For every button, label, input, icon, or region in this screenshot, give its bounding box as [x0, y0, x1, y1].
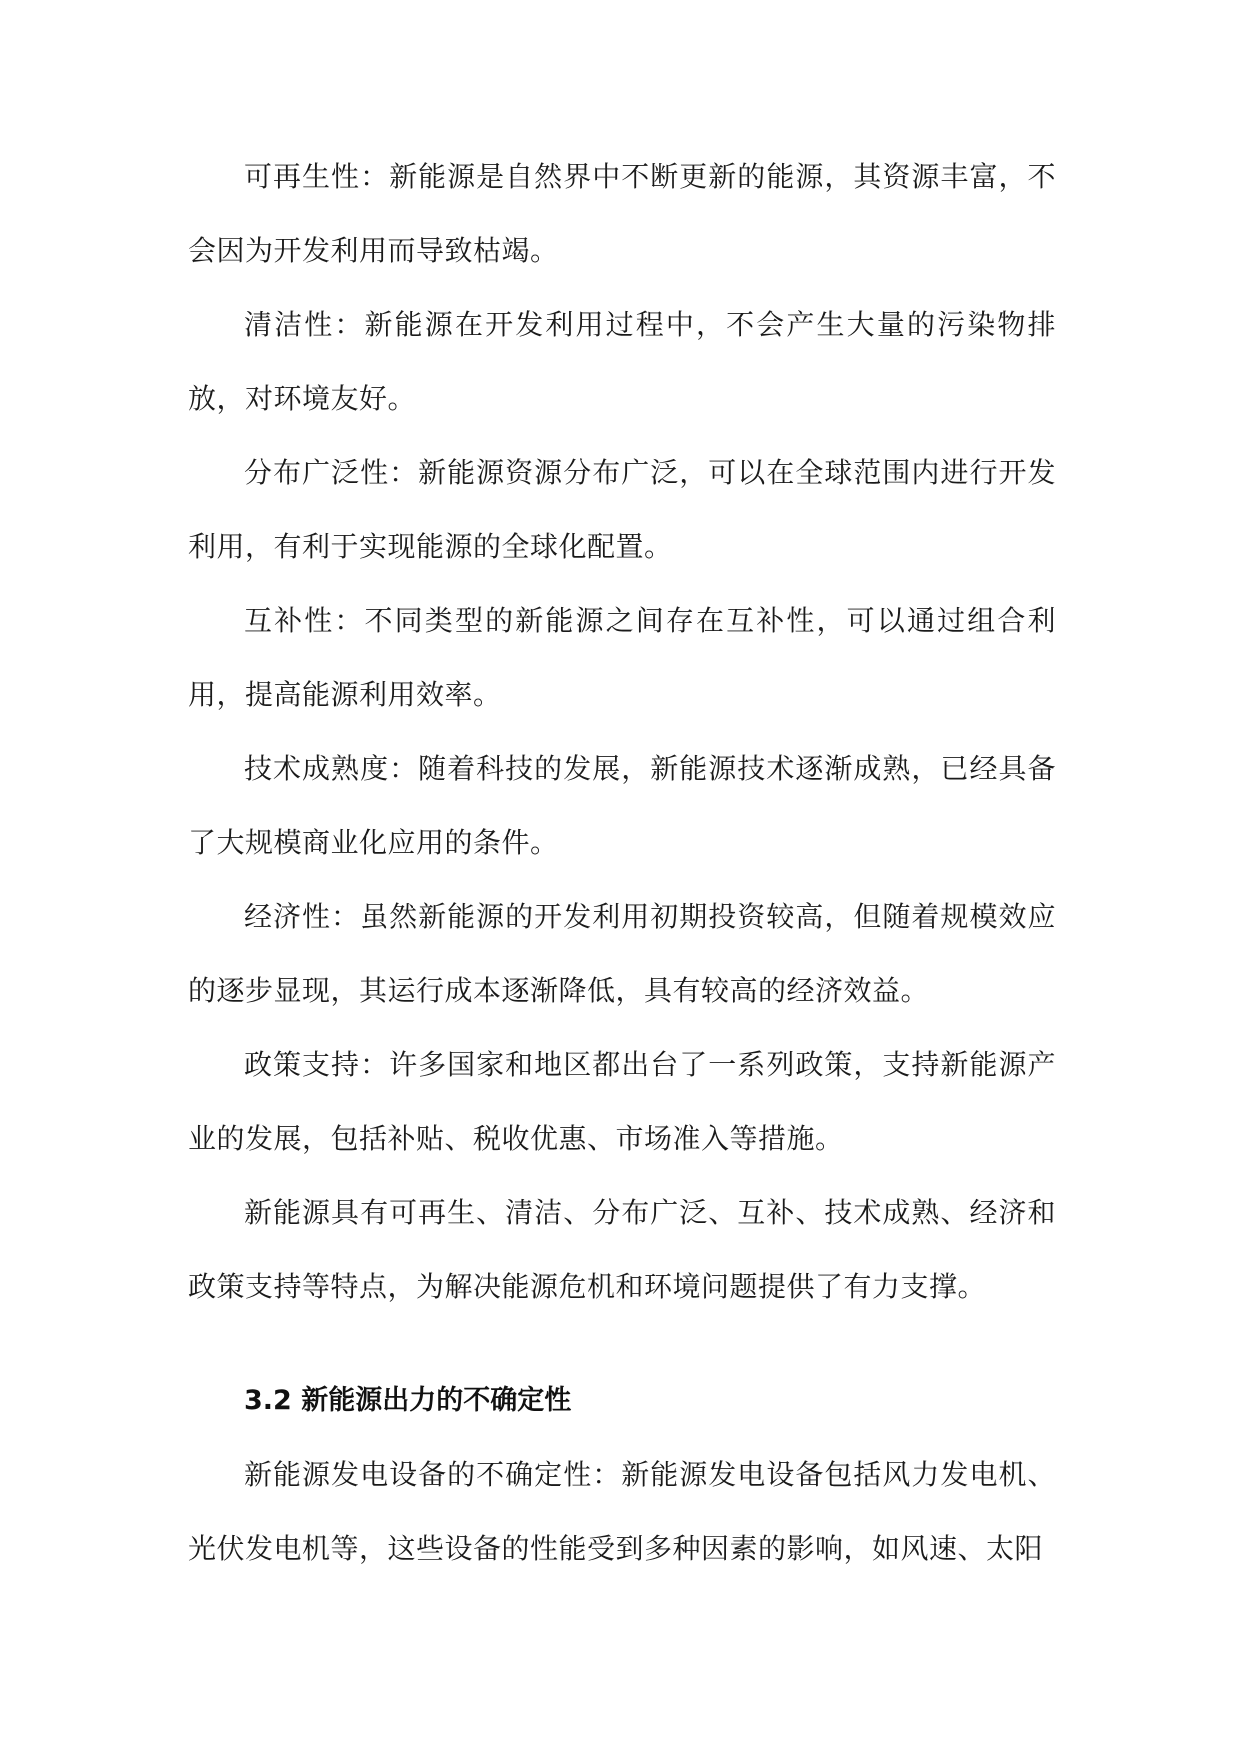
paragraph-economy: 经济性：虽然新能源的开发利用初期投资较高，但随着规模效应的逐步显现，其运行成本逐渐降低，具有较高的经济效益。 [188, 900, 1056, 1007]
document-body [188, 140, 1056, 1586]
paragraph-wide-distribution: 分布广泛性：新能源资源分布广泛，可以在全球范围内进行开发利用，有利于实现能源的全球化配置。 [188, 456, 1056, 563]
paragraph-complementarity: 互补性：不同类型的新能源之间存在互补性，可以通过组合利用，提高能源利用效率。 [188, 604, 1056, 711]
paragraph-technology-maturity: 技术成熟度：随着科技的发展，新能源技术逐渐成熟，已经具备了大规模商业化应用的条件。 [188, 752, 1056, 859]
paragraph-equipment-uncertainty: 新能源发电设备的不确定性：新能源发电设备包括风力发电机、光伏发电机等，这些设备的性能受到多种因素的影响，如风速、太阳 [188, 1458, 1056, 1565]
paragraph-summary: 新能源具有可再生、清洁、分布广泛、互补、技术成熟、经济和政策支持等特点，为解决能源危机和环境问题提供了有力支撑。 [188, 1196, 1056, 1303]
section-heading: 3.2 新能源出力的不确定性 [244, 1385, 572, 1416]
paragraph-cleanliness: 清洁性：新能源在开发利用过程中，不会产生大量的污染物排放，对环境友好。 [188, 308, 1056, 415]
paragraph-renewability: 可再生性：新能源是自然界中不断更新的能源，其资源丰富，不会因为开发利用而导致枯竭。 [188, 160, 1056, 267]
paragraph-policy-support: 政策支持：许多国家和地区都出台了一系列政策，支持新能源产业的发展，包括补贴、税收优惠、市场准入等措施。 [188, 1048, 1056, 1155]
